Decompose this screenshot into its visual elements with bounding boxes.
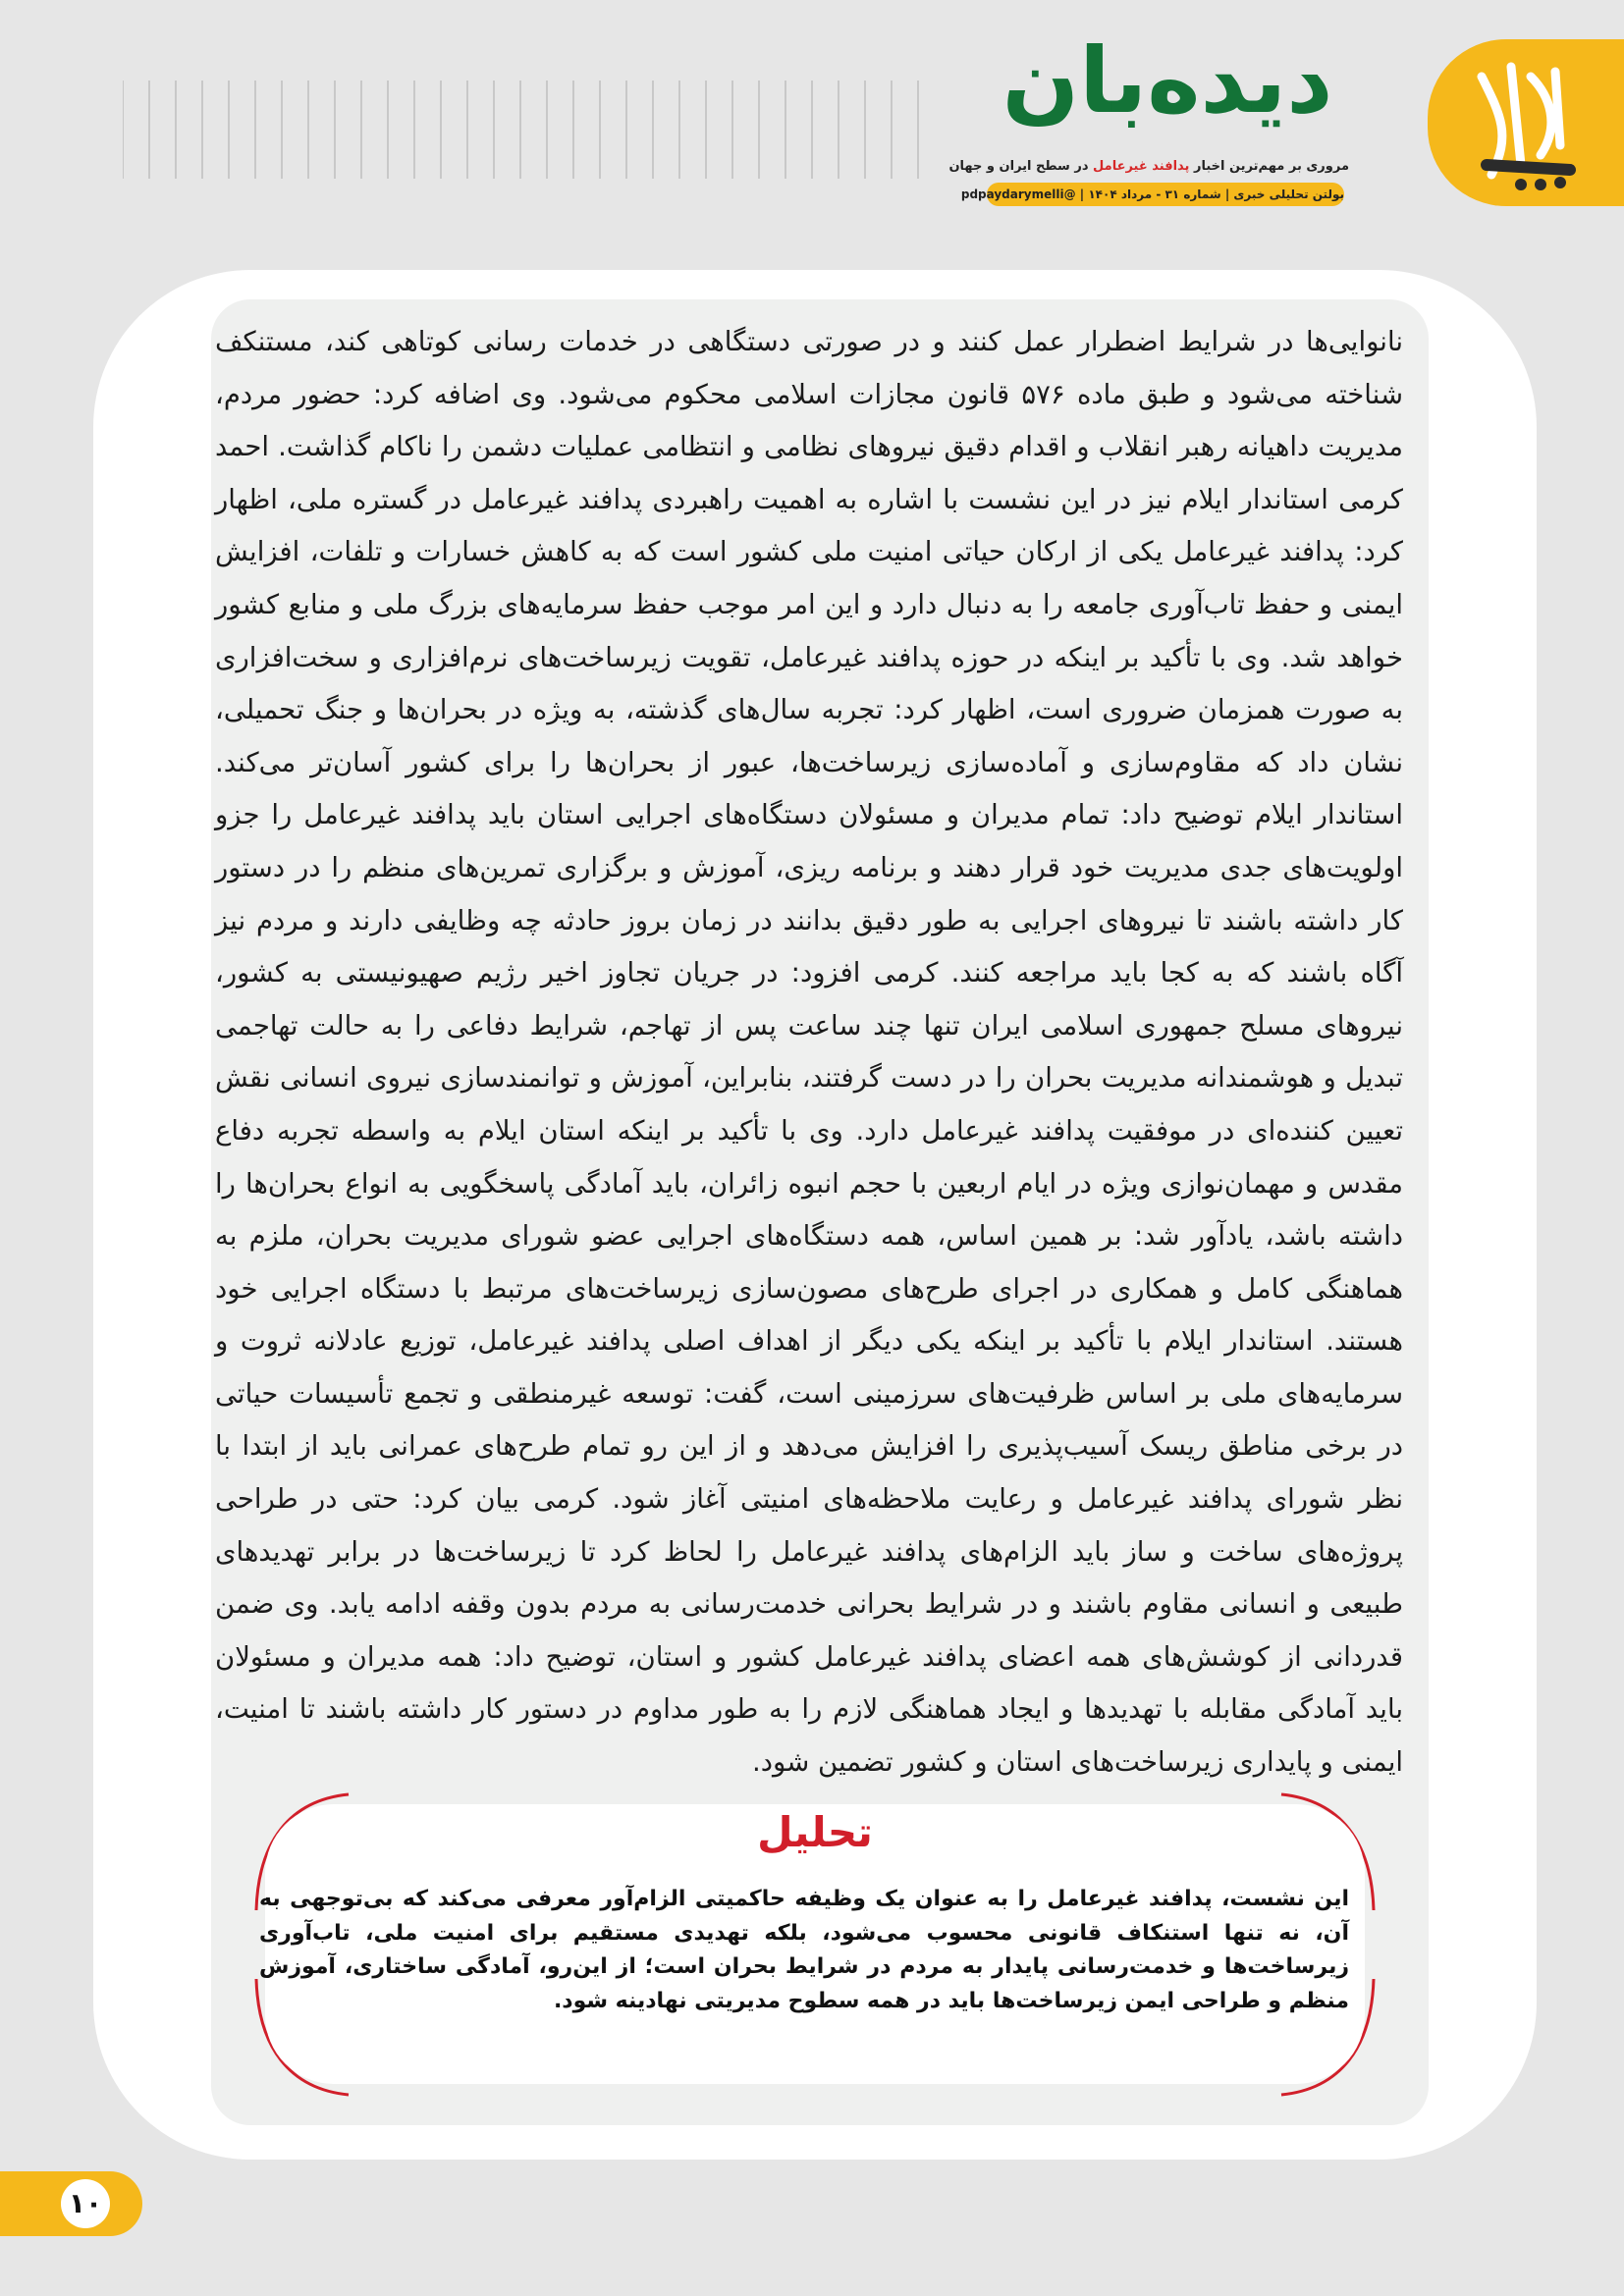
article-body (215, 316, 1403, 1789)
page-number: ۱۰ (61, 2179, 110, 2228)
masthead (981, 27, 1354, 135)
tagline-start: مروری بر مهم‌ترین اخبار (1189, 159, 1349, 174)
calligraphy-logo-icon (1462, 57, 1590, 194)
decorative-lines (123, 80, 938, 179)
tagline-end: در سطح ایران و جهان (948, 159, 1094, 174)
bulletin-header (0, 0, 1624, 226)
tagline-highlight: پدافند غیرعامل (1093, 159, 1190, 174)
analysis-text: این نشست، پدافند غیرعامل را به عنوان یک وظیفه حاکمیتی الزام‌آور معرفی می‌کند که بی‌توجهی به آن، نه تنها استنکاف قانونی محسوب می‌شود، بلکه تهدیدی مستقیم برای امنیت ملی، تاب‌آوری زیرساخت‌ها و خدمت‌رسانی پایدار به مردم در شرایط بحران است؛ از این‌رو، آمادگی ساختاری، آموزش منظم و طراحی ایمن زیرساخت‌ها باید در همه سطوح مدیریتی نهادینه شود. (259, 1887, 1349, 2013)
page-number-tab (0, 2171, 142, 2236)
analysis-title: تحلیل (757, 1808, 873, 1856)
masthead-tagline (948, 159, 1349, 174)
paydari-melli-logo (1428, 39, 1624, 206)
issue-info-bar: بولتن تحلیلی خبری | شماره ۳۱ - مرداد ۱۴۰۴ | @pdpaydarymelli (987, 183, 1344, 206)
masthead-title: دیده‌بان (1001, 28, 1333, 133)
article-paragraph: نانوایی‌ها در شرایط اضطرار عمل کنند و در صورتی دستگاهی در خدمات رسانی کوتاهی کند، مستنکف شناخته می‌شود و طبق ماده ۵۷۶ قانون مجازات اسلامی محکوم می‌شود. وی اضافه کرد: حضور مردم، مدیریت داهیانه رهبر انقلاب و اقدام دقیق نیروهای نظامی و انتظامی عملیات دشمن را ناکام گذاشت. احمد کرمی استاندار ایلام نیز در این نشست با اشاره به اهمیت راهبردی پدافند غیرعامل در گستره ملی، اظهار کرد: پدافند غیرعامل یکی از ارکان حیاتی امنیت ملی کشور است که به کاهش خسارات و تلفات، افزایش ایمنی و حفظ تاب‌آوری جامعه را به دنبال دارد و این امر موجب حفظ سرمایه‌های بزرگ ملی و منابع کشور خواهد شد. وی با تأکید بر اینکه در حوزه پدافند غیرعامل، تقویت زیرساخت‌های نرم‌افزاری و سخت‌افزاری به صورت همزمان ضروری است، اظهار کرد: تجربه سال‌های گذشته، به ویژه در بحران‌ها و جنگ تحمیلی، نشان داد که مقاوم‌سازی و آماده‌سازی زیرساخت‌ها، عبور از بحران‌ها را برای کشور آسان‌تر می‌کند. استاندار ایلام توضیح داد: تمام مدیران و مسئولان دستگاه‌های اجرایی استان باید پدافند غیرعامل را جزو اولویت‌های جدی مدیریت خود قرار دهند و برنامه ریزی، آموزش و برگزاری تمرین‌های منظم را در دستور کار داشته باشند تا نیروهای اجرایی به طور دقیق بدانند در زمان بروز حادثه چه وظایفی دارند و مردم نیز آگاه باشند که به کجا باید مراجعه کنند. کرمی افزود: در جریان تجاوز اخیر رژیم صهیونیستی به کشور، نیروهای مسلح جمهوری اسلامی ایران تنها چند ساعت پس از تهاجم، شرایط دفاعی را به حالت تهاجمی تبدیل و هوشمندانه مدیریت بحران را در دست گرفتند، بنابراین، آموزش و توانمندسازی نیروی انسانی نقش تعیین کننده‌ای در موفقیت پدافند غیرعامل دارد. وی با تأکید بر اینکه استان ایلام به واسطه تجربه دفاع مقدس و مهمان‌نوازی ویژه در ایام اربعین با حجم انبوه زائران، باید آمادگی پاسخگویی به انواع بحران‌ها را داشته باشد، یادآور شد: بر همین اساس، همه دستگاه‌های اجرایی عضو شورای مدیریت بحران، ملزم به هماهنگی کامل و همکاری در اجرای طرح‌های مصون‌سازی زیرساخت‌های مرتبط با دستگاه اجرایی خود هستند. استاندار ایلام با تأکید بر اینکه یکی دیگر از اهداف اصلی پدافند غیرعامل، توزیع عادلانه ثروت و سرمایه‌های ملی بر اساس ظرفیت‌های سرزمینی است، گفت: توسعه غیرمنطقی و تجمع تأسیسات حیاتی در برخی مناطق ریسک آسیب‌پذیری را افزایش می‌دهد و از این رو تمام طرح‌های عمرانی باید از ابتدا با نظر شورای پدافند غیرعامل و رعایت ملاحظه‌های امنیتی آغاز شود. کرمی بیان کرد: حتی در طراحی پروژه‌های ساخت و ساز باید الزام‌های پدافند غیرعامل را لحاظ کرد تا زیرساخت‌ها در برابر تهدیدهای طبیعی و انسانی مقاوم باشند و در شرایط بحرانی خدمت‌رسانی به مردم بدون وقفه ادامه یابد. وی ضمن قدردانی از کوشش‌های همه اعضای پدافند غیرعامل کشور و استان، توضیح داد: همه مدیران و مسئولان باید آمادگی مقابله با تهدیدها و ایجاد هماهنگی لازم را به طور مداوم در دستور کار داشته باشند تا امنیت، ایمنی و پایداری زیرساخت‌های استان و کشور تضمین شود. (215, 326, 1403, 1779)
